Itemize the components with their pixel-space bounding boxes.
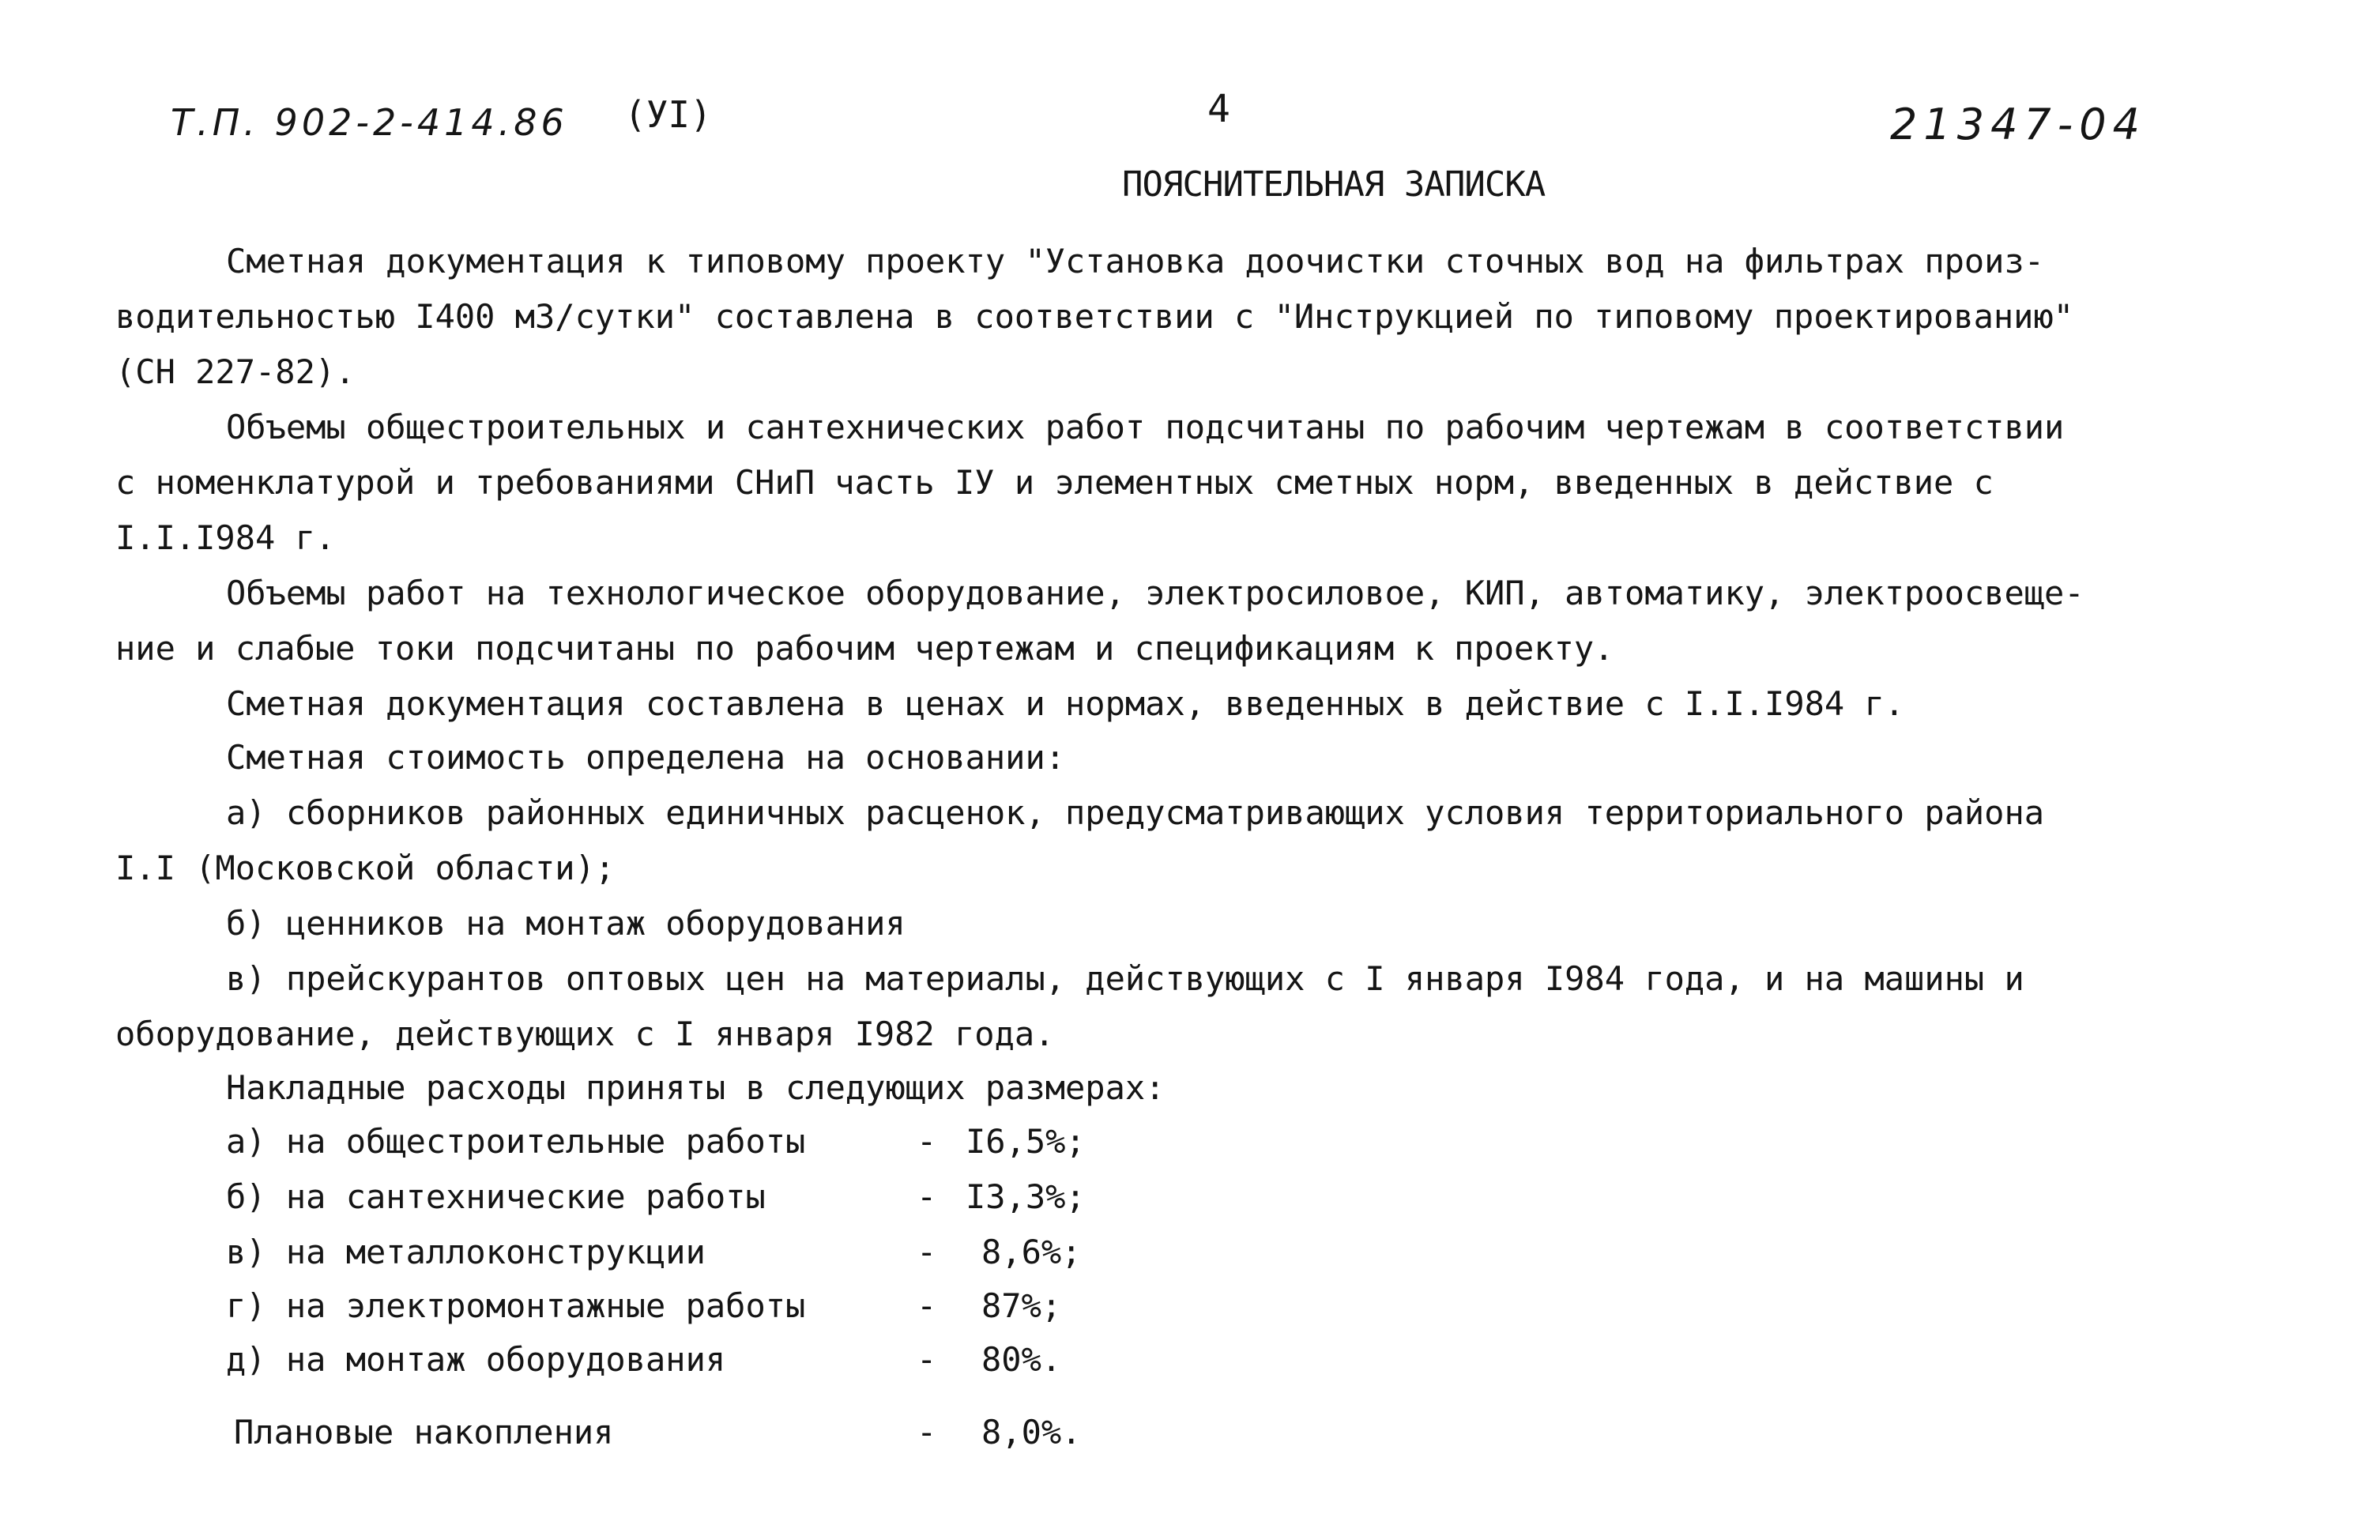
overhead-dash: - bbox=[917, 1286, 937, 1325]
paragraph-line: Объемы общестроительных и сантехнических работ подсчитаны по рабочим чертежам в соответствии bbox=[226, 408, 2065, 446]
sheet-code: 21347-04 bbox=[1890, 100, 2146, 149]
overhead-label: б) на сантехнические работы bbox=[226, 1177, 766, 1216]
overhead-label: г) на электромонтажные работы bbox=[226, 1286, 806, 1325]
paragraph-line: Сметная стоимость определена на основании: bbox=[226, 738, 1066, 777]
paragraph-line: Объемы работ на технологическое оборудование, электросиловое, КИП, автоматику, электроосвеще- bbox=[226, 574, 2084, 612]
section-mark: (УI) bbox=[624, 93, 712, 136]
paragraph-line: I.I (Московской области); bbox=[115, 849, 616, 887]
overhead-value: I3,3%; bbox=[966, 1177, 1086, 1216]
paragraph-line: Накладные расходы приняты в следующих размерах: bbox=[226, 1068, 1166, 1107]
overhead-dash: - bbox=[917, 1177, 937, 1216]
paragraph-line: водительностью I400 м3/сутки" составлена в соответствии с "Инструкцией по типовому проектированию" bbox=[115, 297, 2074, 336]
overhead-label: а) на общестроительные работы bbox=[226, 1122, 806, 1161]
paragraph-line: (СН 227-82). bbox=[115, 352, 356, 391]
paragraph-line: ние и слабые токи подсчитаны по рабочим чертежам и спецификациям к проекту. bbox=[115, 629, 1614, 668]
paragraph-line: в) прейскурантов оптовых цен на материалы, действующих с I января I984 года, и на машины и bbox=[226, 959, 2024, 998]
overhead-dash: - bbox=[917, 1122, 937, 1161]
paragraph-line: Сметная документация к типовому проекту "Установка доочистки сточных вод на фильтрах произ- bbox=[226, 242, 2045, 281]
overhead-value: 80%. bbox=[981, 1340, 1062, 1379]
overhead-label: в) на металлоконструкции bbox=[226, 1233, 706, 1271]
paragraph-line: а) сборников районных единичных расценок, предусматривающих условия территориального района bbox=[226, 793, 2045, 832]
overhead-value: I6,5%; bbox=[966, 1122, 1086, 1161]
overhead-dash: - bbox=[917, 1233, 937, 1271]
project-code: Т.П. 902-2-414.86 bbox=[171, 101, 568, 144]
overhead-value: 8,6%; bbox=[981, 1233, 1082, 1271]
planned-savings-value: 8,0%. bbox=[981, 1413, 1082, 1452]
document-title: ПОЯСНИТЕЛЬНАЯ ЗАПИСКА bbox=[1122, 164, 1546, 205]
page-number: 4 bbox=[1207, 87, 1230, 131]
paragraph-line: оборудование, действующих с I января I982 года. bbox=[115, 1015, 1055, 1053]
overhead-value: 87%; bbox=[981, 1286, 1062, 1325]
paragraph-line: с номенклатурой и требованиями СНиП часть IУ и элементных сметных норм, введенных в действие с bbox=[115, 463, 1994, 502]
paragraph-line: б) ценников на монтаж оборудования bbox=[226, 904, 906, 943]
overhead-dash: - bbox=[917, 1340, 937, 1379]
paragraph-line: Сметная документация составлена в ценах и нормах, введенных в действие с I.I.I984 г. bbox=[226, 684, 1905, 723]
overhead-label: д) на монтаж оборудования bbox=[226, 1340, 726, 1379]
planned-savings-dash: - bbox=[917, 1413, 937, 1452]
paragraph-line: I.I.I984 г. bbox=[115, 518, 336, 557]
planned-savings-label: Плановые накопления bbox=[234, 1413, 614, 1452]
